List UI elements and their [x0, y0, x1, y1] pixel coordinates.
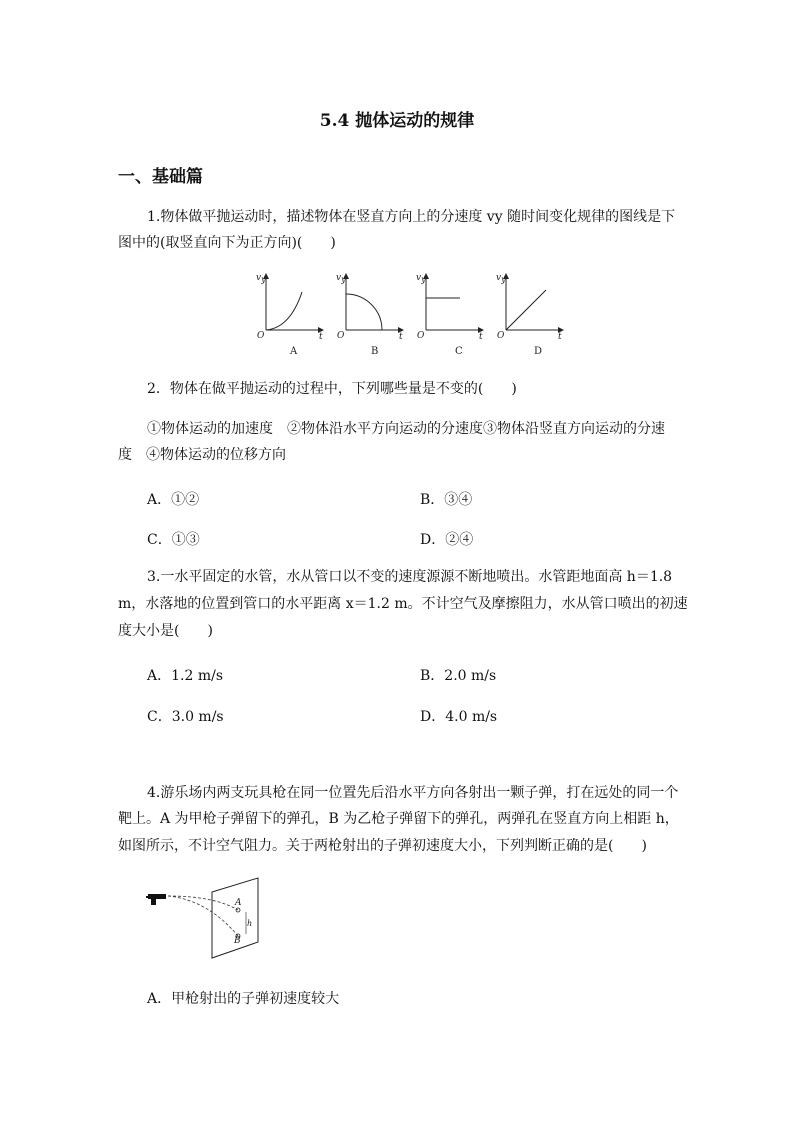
q3-option-a: A．1.2 m/s — [147, 668, 224, 684]
q2-option-b: B．③④ — [420, 492, 473, 508]
graph-a — [256, 273, 323, 357]
q4-line3: 如图所示，不计空气阻力。关于两枪射出的子弹初速度大小，下列判断正确的是( ) — [118, 838, 647, 854]
graph-a-xlabel: t — [319, 332, 323, 342]
graph-b-caption: B — [371, 346, 379, 357]
q4-line1: 4.游乐场内两支玩具枪在同一位置先后沿水平方向各射出一颗子弹，打在远处的同一个 — [147, 785, 679, 801]
q2-stem: 2．物体在做平抛运动的过程中，下列哪些量是不变的( ) — [147, 381, 517, 397]
q1-graph-figure — [250, 266, 570, 361]
page-title: 5.4 抛体运动的规律 — [319, 111, 475, 131]
graph-d-ylabel: vy — [496, 273, 506, 284]
graph-a-caption: A — [290, 346, 298, 357]
graph-b-xlabel: t — [399, 332, 403, 342]
q2-items-line1: ①物体运动的加速度 ②物体沿水平方向运动的分速度③物体沿竖直方向运动的分速 — [147, 421, 665, 437]
q2-option-a: A．①② — [147, 492, 200, 508]
q3-option-d: D．4.0 m/s — [420, 709, 498, 725]
graph-c-ylabel: vy — [416, 273, 426, 284]
q1-line2: 图中的(取竖直向下为正方向)( ) — [118, 235, 336, 251]
toy-gun-icon — [146, 894, 166, 905]
q4-option-a: A．甲枪射出的子弹初速度较大 — [147, 991, 340, 1007]
graph-b-origin: O — [337, 331, 345, 341]
q3-line2: m，水落地的位置到管口的水平距离 x＝1.2 m。不计空气及摩擦阻力，水从管口喷出的初速 — [118, 596, 688, 612]
trajectory-b — [168, 896, 238, 936]
q4-target-figure — [144, 874, 266, 962]
graph-d-caption: D — [534, 346, 543, 357]
graph-d — [496, 273, 563, 357]
q1-line1: 1.物体做平抛运动时，描述物体在竖直方向上的分速度 vy 随时间变化规律的图线是下 — [147, 209, 676, 225]
q3-option-b: B．2.0 m/s — [420, 668, 497, 684]
q4-line2: 靶上。A 为甲枪子弹留下的弹孔，B 为乙枪子弹留下的弹孔，两弹孔在竖直方向上相距 h， — [118, 811, 679, 827]
graph-b-ylabel: vy — [336, 273, 346, 284]
target-board — [212, 878, 258, 958]
section-heading: 一、基础篇 — [118, 167, 203, 187]
trajectory-a — [168, 896, 238, 910]
graph-d-xlabel: t — [558, 332, 562, 342]
graph-c-caption: C — [455, 346, 463, 357]
graph-b — [336, 273, 403, 357]
q3-line1: 3.一水平固定的水管，水从管口以不变的速度源源不断地喷出。水管距地面高 h＝1.8 — [147, 569, 673, 585]
q3-line3: 度大小是( ) — [118, 623, 213, 639]
label-h: h — [247, 919, 253, 928]
q2-items-line2: 度 ④物体运动的位移方向 — [118, 447, 286, 463]
label-a: A — [235, 898, 242, 908]
graph-c-origin: O — [417, 331, 425, 341]
graph-a-origin: O — [257, 331, 265, 341]
q3-option-c: C．3.0 m/s — [147, 709, 224, 725]
graph-a-ylabel: vy — [256, 273, 266, 284]
graph-d-origin: O — [497, 331, 505, 341]
q2-option-c: C．①③ — [147, 532, 200, 548]
label-b: B — [234, 936, 241, 946]
q2-option-d: D．②④ — [420, 532, 474, 548]
graph-c-xlabel: t — [479, 332, 483, 342]
graph-c — [416, 273, 483, 357]
